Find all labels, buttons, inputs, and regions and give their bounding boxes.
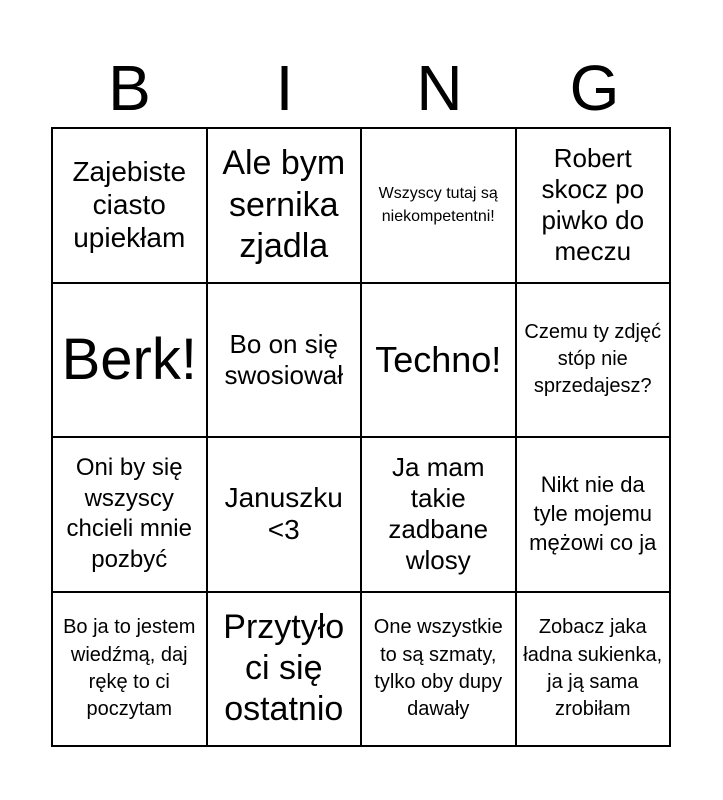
bingo-cell[interactable]: Bo on się swosiował — [208, 284, 363, 439]
bingo-cell[interactable]: Januszku <3 — [208, 438, 363, 593]
bingo-cell[interactable]: Robert skocz po piwko do meczu — [517, 129, 672, 284]
bingo-cell[interactable]: Ja mam takie zadbane wlosy — [362, 438, 517, 593]
bingo-cell[interactable]: One wszystkie to są szmaty, tylko oby dupy dawały — [362, 593, 517, 748]
bingo-cell[interactable]: Nikt nie da tyle mojemu mężowi co ja — [517, 438, 672, 593]
bingo-cell[interactable]: Berk! — [53, 284, 208, 439]
bingo-cell[interactable]: Wszyscy tutaj są niekompetentni! — [362, 129, 517, 284]
header-letter-i: I — [275, 52, 294, 124]
header-letter-n: N — [416, 52, 463, 124]
bingo-cell[interactable]: Zajebiste ciasto upiekłam — [53, 129, 208, 284]
bingo-cell[interactable]: Czemu ty zdjęć stóp nie sprzedajesz? — [517, 284, 672, 439]
bingo-cell[interactable]: Ale bym sernika zjadla — [208, 129, 363, 284]
bingo-grid — [51, 127, 671, 747]
bingo-header — [52, 48, 672, 128]
bingo-cell[interactable]: Oni by się wszyscy chcieli mnie pozbyć — [53, 438, 208, 593]
header-letter-b: B — [108, 52, 151, 124]
bingo-cell[interactable]: Przytyło ci się ostatnio — [208, 593, 363, 748]
header-letter-g: G — [569, 52, 620, 124]
bingo-cell[interactable]: Bo ja to jestem wiedźmą, daj rękę to ci poczytam — [53, 593, 208, 748]
bingo-cell[interactable]: Techno! — [362, 284, 517, 439]
bingo-cell[interactable]: Zobacz jaka ładna sukienka, ja ją sama zrobiłam — [517, 593, 672, 748]
